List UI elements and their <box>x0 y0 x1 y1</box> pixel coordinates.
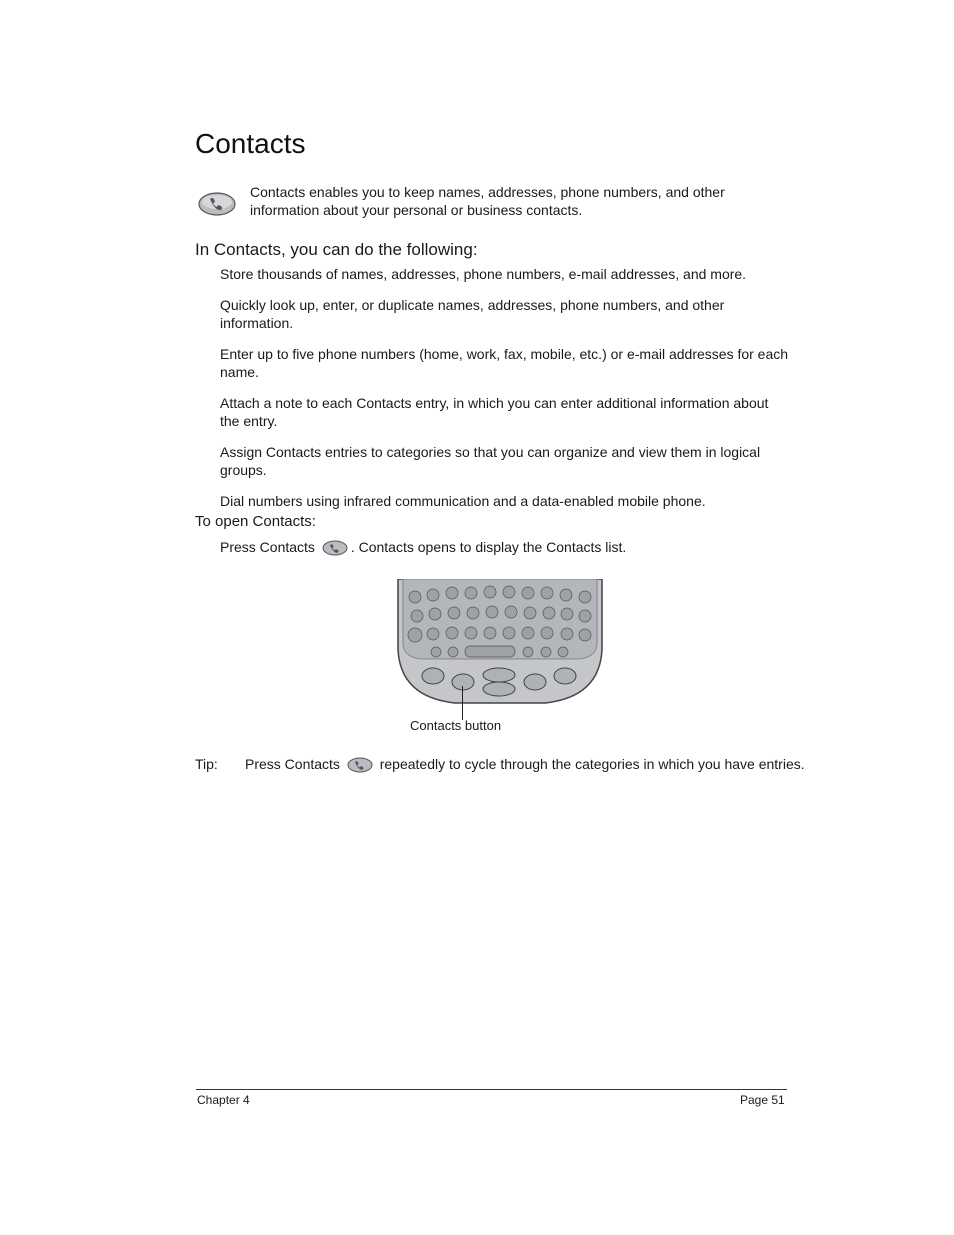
footer-divider <box>196 1089 787 1090</box>
tip-text <box>245 756 805 774</box>
footer-chapter: Chapter 4 <box>197 1093 250 1107</box>
contacts-icon <box>321 539 349 557</box>
list-item: Enter up to five phone numbers (home, work, fax, mobile, etc.) or e-mail addresses for each name. <box>220 346 789 380</box>
tip-text-before: Press Contacts <box>245 756 340 772</box>
open-contacts-step <box>220 538 790 557</box>
section-heading: In Contacts, you can do the following: <box>195 240 478 259</box>
page-title: Contacts <box>195 128 306 159</box>
step-text-before: Press Contacts <box>220 539 315 555</box>
feature-list <box>220 265 790 523</box>
step-text-after: . Contacts opens to display the Contacts list. <box>350 539 627 555</box>
handheld-device-illustration <box>395 579 605 707</box>
list-item: Attach a note to each Contacts entry, in which you can enter additional information about the entry. <box>220 395 769 429</box>
list-item: Store thousands of names, addresses, phone numbers, e-mail addresses, and more. <box>220 266 747 282</box>
contacts-icon <box>197 190 237 218</box>
callout-line <box>462 686 463 720</box>
contacts-button-label: Contacts button <box>410 718 502 733</box>
open-contacts-heading: To open Contacts: <box>195 513 316 530</box>
intro-text: Contacts enables you to keep names, addresses, phone numbers, and other information about your personal or business contacts. <box>250 184 725 218</box>
list-item: Dial numbers using infrared communication and a data-enabled mobile phone. <box>220 493 706 509</box>
list-item: Quickly look up, enter, or duplicate names, addresses, phone numbers, and other information. <box>220 297 725 331</box>
list-item: Assign Contacts entries to categories so that you can organize and view them in logical groups. <box>220 444 761 478</box>
contacts-icon <box>346 756 374 774</box>
tip-text-after: repeatedly to cycle through the categories in which you have entries. <box>379 756 805 772</box>
tip-label: Tip: <box>195 756 218 772</box>
footer-page-number: Page 51 <box>740 1093 785 1107</box>
